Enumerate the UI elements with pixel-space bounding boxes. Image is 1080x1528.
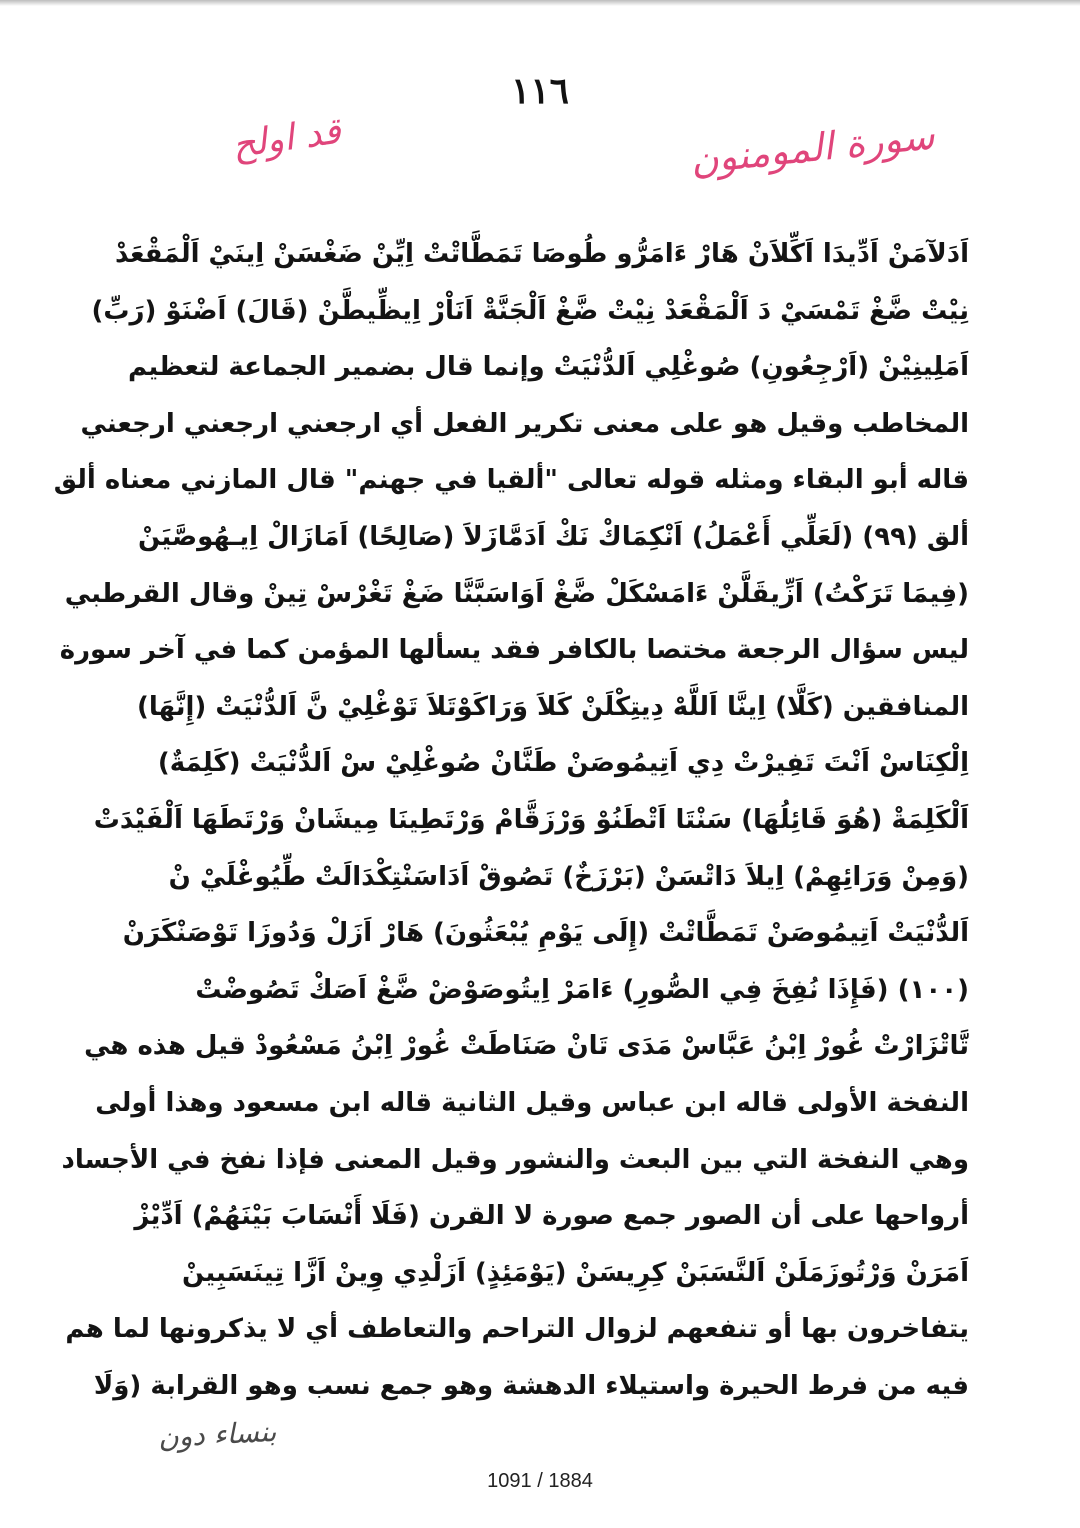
text-line: المخاطب وقيل هو على معنى تكرير الفعل أي ارجعني ارجعني ارجعني (80, 408, 969, 439)
text-line: نِيْتْ ضَّغْ تَمْسَيْ دَ اَلْمَقْعَدْ نِيْتْ ضَّغْ اَلْجَنَّةْ اَنَاْرْ اِيظِّيطَّنْ (قَالَ) اَضْنَوْ (رَبِّ) (91, 295, 969, 326)
text-line: ليس سؤال الرجعة مختصا بالكافر فقد يسألها المؤمن كما في آخر سورة (59, 635, 969, 666)
text-line: أرواحها على أن الصور جمع صورة لا القرن (فَلَا أَنْسَابَ بَيْنَهُمْ) اَدِّيْزْ (134, 1201, 969, 1232)
text-line: اَمَلِينِيْنْ (اَرْجِعُونِ) صُوغْلِي اَلدُّنْيَتْ وإنما قال بضمير الجماعة لتعظيم (127, 352, 969, 383)
page-indicator: 1091 / 1884 (487, 1470, 593, 1492)
text-line: فيه من فرط الحيرة واستيلاء الدهشة وهو جمع نسب وهو القرابة (وَلَا (93, 1370, 969, 1401)
handwritten-note-top-left: قد اولح (229, 110, 344, 167)
text-line: اَلدُّنْيَتْ اَتِيمُوصَنْ تَمَطَّاتْتْ (إِلَى يَوْمِ يُبْعَثُونَ) هَارْ اَزَلْ وَدُوزَا تَوْصَنْكَرَنْ (122, 918, 969, 949)
handwritten-note-surah-title: سورة المومنون (688, 113, 937, 183)
manuscript-body (53, 226, 969, 1414)
text-line: تَّاتْزَارْتْ غُورْ اِبْنُ عَبَّاسْ مَدَى تَانْ صَنَاطَتْ غُورْ اِبْنُ مَسْعُودْ قيل هذه هي (84, 1031, 969, 1062)
text-line: النفخة الأولى قاله ابن عباس وقيل الثانية قاله ابن مسعود وهذا أولى (95, 1087, 969, 1118)
text-line: (وَمِنْ وَرَائِهِمْ) اِيلاَ دَاتْسَنْ (بَرْزَخٌ) تَصُوقْ اَدَاسَنْتِكْدَالَتْ طِّيُوغْلَيْ نْ (168, 861, 969, 892)
text-line: وهي النفخة التي بين البعث والنشور وقيل المعنى فإذا نفخ في الأجساد (61, 1144, 969, 1175)
text-line: (١٠٠) (فَإِذَا نُفِخَ فِي الصُّورِ) ءَامَرْ اِيتُوصَوْضْ ضَّغْ اَصَكْ تَصُوضْتْ (195, 974, 969, 1005)
text-line: اِلْكِنَاسْ اَنْتَ تَفِيرْتْ دِي اَتِيمُوصَنْ طَنَّانْ صُوغْلِيْ سْ اَلدُّنْيَتْ (كَلِمَةٌ) (157, 748, 969, 779)
text-line: يتفاخرون بها أو تنفعهم لزوال التراحم والتعاطف أي لا يذكرونها لما هم (65, 1314, 969, 1345)
text-line: اَمَرَنْ وَرْتُوزَمَلَنْ اَلنَّسَبَنْ كِرِيسَنْ (يَوْمَئِذٍ) اَزَلْدِي وِينْ اَزَّا تِينَسَبِينْ (182, 1257, 969, 1288)
text-line: المنافقين (كَلَّا) اِينَّا اَللَّهْ دِيتِكْلَنْ كَلاَ وَرَاكَوْتَلاَ تَوْغْلِيْ نَّ اَلدُّنْيَتْ (إِنَّهَا) (136, 691, 969, 722)
text-line: اَلْكَلِمَةْ (هُوَ قَائِلُهَا) سَنْتَا اَتْطَنُوْ وَرْزَقَّامْ وَرْتَطِينَا مِيشَانْ وَرْتَطَهَا اَلْفَيْدَتْ (93, 804, 969, 835)
text-line: (فِيمَا تَرَكْتُ) اَزِّيقَلَّنْ ءَامَسْكَلْ ضَّغْ اَوَاسَبَّنَّا ضَغْ تَغْرْسْ تِينْ وقال القرطبي (64, 578, 969, 609)
text-line: اَدَلآمَنْ اَدِّيدَا اَكِّلاَنْ هَارْ ءَامَرُّو طُوصَا تَمَطَّاتْتْ اِيِّنْ ضَغْسَنْ اِينَيْ اَلْمَقْعَدْ (114, 239, 969, 269)
text-line: قاله أبو البقاء ومثله قوله تعالى "ألقيا في جهنم" قال المازني معناه ألق (53, 465, 969, 496)
scan-top-edge (0, 0, 1080, 6)
page-number: ١١٦ (510, 70, 569, 112)
text-line: ألق (٩٩) (لَعَلِّي أَعْمَلُ) اَنْكِمَاكْ نَكْ اَدَمَّازَلاَ (صَالِحًا) اَمَازَالْ اِيـهُوصَّيَنْ (137, 521, 969, 552)
handwritten-note-bottom-left: بنساء دون (157, 1414, 278, 1455)
